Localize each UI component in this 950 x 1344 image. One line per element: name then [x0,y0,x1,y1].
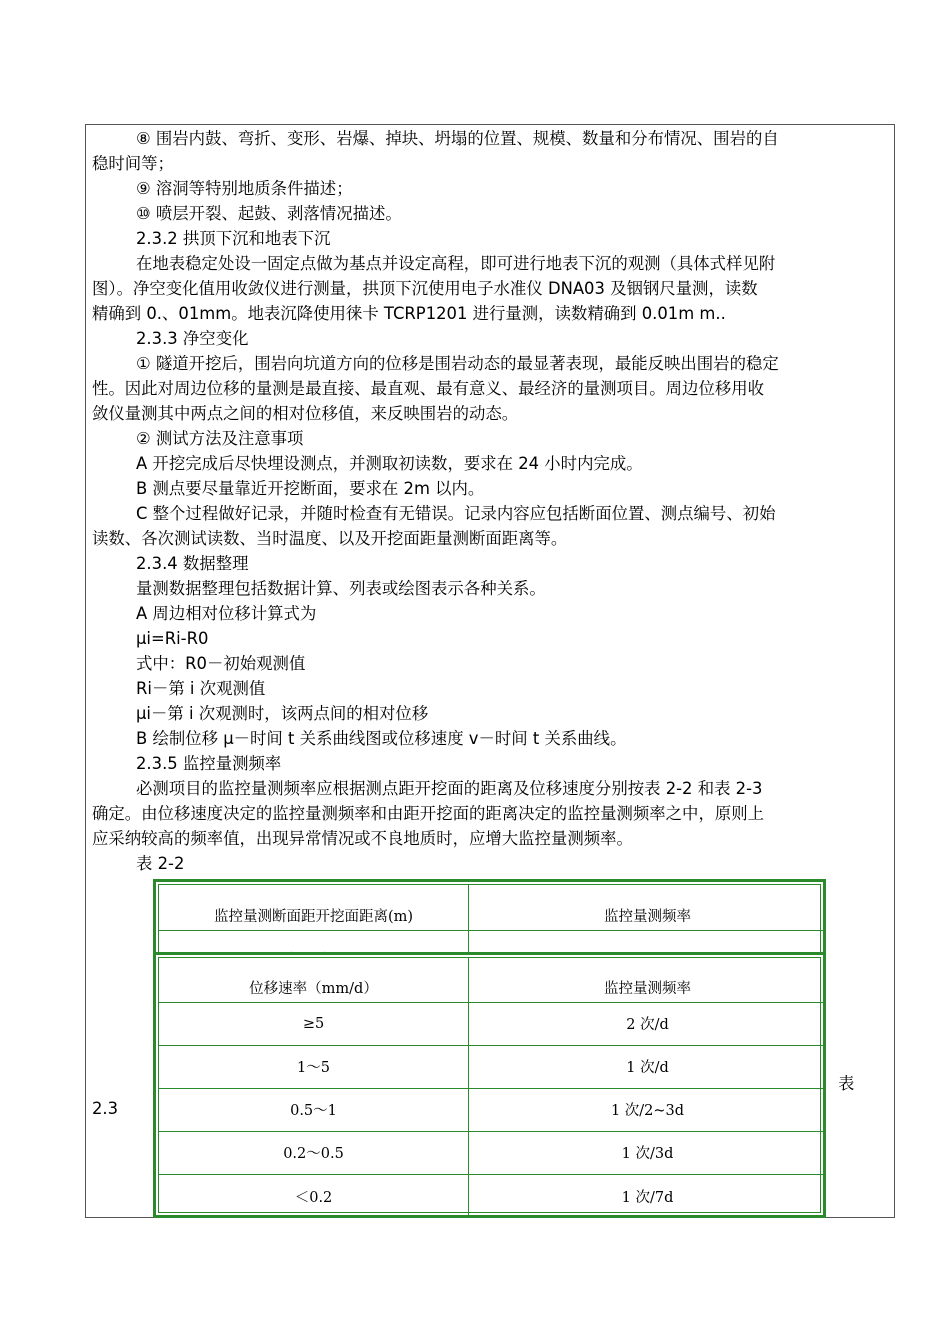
table-cell: 2 次/d [626,1017,669,1033]
text-line: ② 测试方法及注意事项 [136,429,304,448]
formula: μi=Ri-R0 [136,629,209,648]
table-speed [153,952,826,1218]
text-line: 稳时间等； [92,154,174,173]
text-line: 敛仪量测其中两点之间的相对位移值，来反映围岩的动态。 [92,404,519,423]
text-line: A 周边相对位移计算式为 [136,604,317,623]
table-cell: 1 次/7d [621,1189,674,1206]
section-heading: 2.3.4 数据整理 [136,554,249,573]
section-heading: 2.3.3 净空变化 [136,329,249,348]
table-cell: ≥5 [302,1015,325,1032]
text-line: 应采纳较高的频率值，出现异常情况或不良地质时，应增大监控量测频率。 [92,829,633,848]
text-line: 确定。由位移速度决定的监控量测频率和由距开挖面的距离决定的监控量测频率之中，原则上 [92,804,765,823]
table-cell: 1～5 [297,1060,330,1076]
header-frequency: 监控量测频率 [604,908,691,925]
text-line: 式中：R0－初始观测值 [136,654,306,673]
text-line: ⑩ 喷层开裂、起鼓、剥落情况描述。 [136,204,402,223]
text-line: ① 隧道开挖后，围岩向坑道方向的位移是围岩动态的最显著表现，最能反映出围岩的稳定 [136,354,779,373]
table-cell: 0.5～1 [290,1103,337,1119]
table-cell: 1 次/d [626,1060,669,1076]
text-line: 性。因此对周边位移的量测是最直接、最直观、最有意义、最经济的量测项目。周边位移用收 [92,379,765,398]
text-line: μi－第 i 次观测时，该两点间的相对位移 [136,704,429,723]
header-speed: 位移速率（mm/d） [249,980,378,997]
table-cell: 1 次/2~3d [610,1103,685,1119]
table-cell: ＜0.2 [294,1189,333,1206]
text-line: Ri－第 i 次观测值 [136,679,266,698]
text-line: B 绘制位移 μ－时间 t 关系曲线图或位移速度 v－时间 t 关系曲线。 [136,729,627,748]
row-divider [159,930,826,931]
header-distance: 监控量测断面距开挖面距离(m) [213,908,414,925]
text-line: ⑧ 围岩内鼓、弯折、变形、岩爆、掉块、坍塌的位置、规模、数量和分布情况、围岩的自 [136,129,779,148]
table-caption: 表 2-2 [136,854,185,873]
section-heading: 2.3.5 监控量测频率 [136,754,282,773]
table-cell: 1 次/3d [621,1146,674,1162]
table-distance [153,879,826,959]
header-frequency: 监控量测频率 [604,980,691,997]
text-line: B 测点要尽量靠近开挖断面，要求在 2m 以内。 [136,479,485,498]
text-line: 精确到 0.、01mm。地表沉降使用徕卡 TCRP1201 进行量测，读数精确到 0.01m m.. [92,304,726,323]
text-line: A 开挖完成后尽快埋设测点，并测取初读数，要求在 24 小时内完成。 [136,454,643,473]
text-line: ⑨ 溶洞等特别地质条件描述； [136,179,353,198]
text-line: 必测项目的监控量测频率应根据测点距开挖面的距离及位移速度分别按表 2-2 和表 2-3 [136,779,763,798]
text-line: 读数、各次测试读数、当时温度、以及开挖面距量测断面距离等。 [92,529,568,548]
side-label-right: 表 [838,1074,855,1093]
text-line: C 整个过程做好记录，并随时检查有无错误。记录内容应包括断面位置、测点编号、初始 [136,504,776,523]
text-line: 量测数据整理包括数据计算、列表或绘图表示各种关系。 [136,579,546,598]
side-label-left: 2.3 [92,1099,119,1118]
text-line: 在地表稳定处设一固定点做为基点并设定高程，即可进行地表下沉的观测（具体式样见附 [136,254,776,273]
table-cell: 0.2～0.5 [283,1146,344,1162]
section-heading: 2.3.2 拱顶下沉和地表下沉 [136,229,331,248]
text-line: 图）。净空变化值用收敛仪进行测量，拱顶下沉使用电子水准仪 DNA03 及铟钢尺量测，读数 [92,279,758,298]
